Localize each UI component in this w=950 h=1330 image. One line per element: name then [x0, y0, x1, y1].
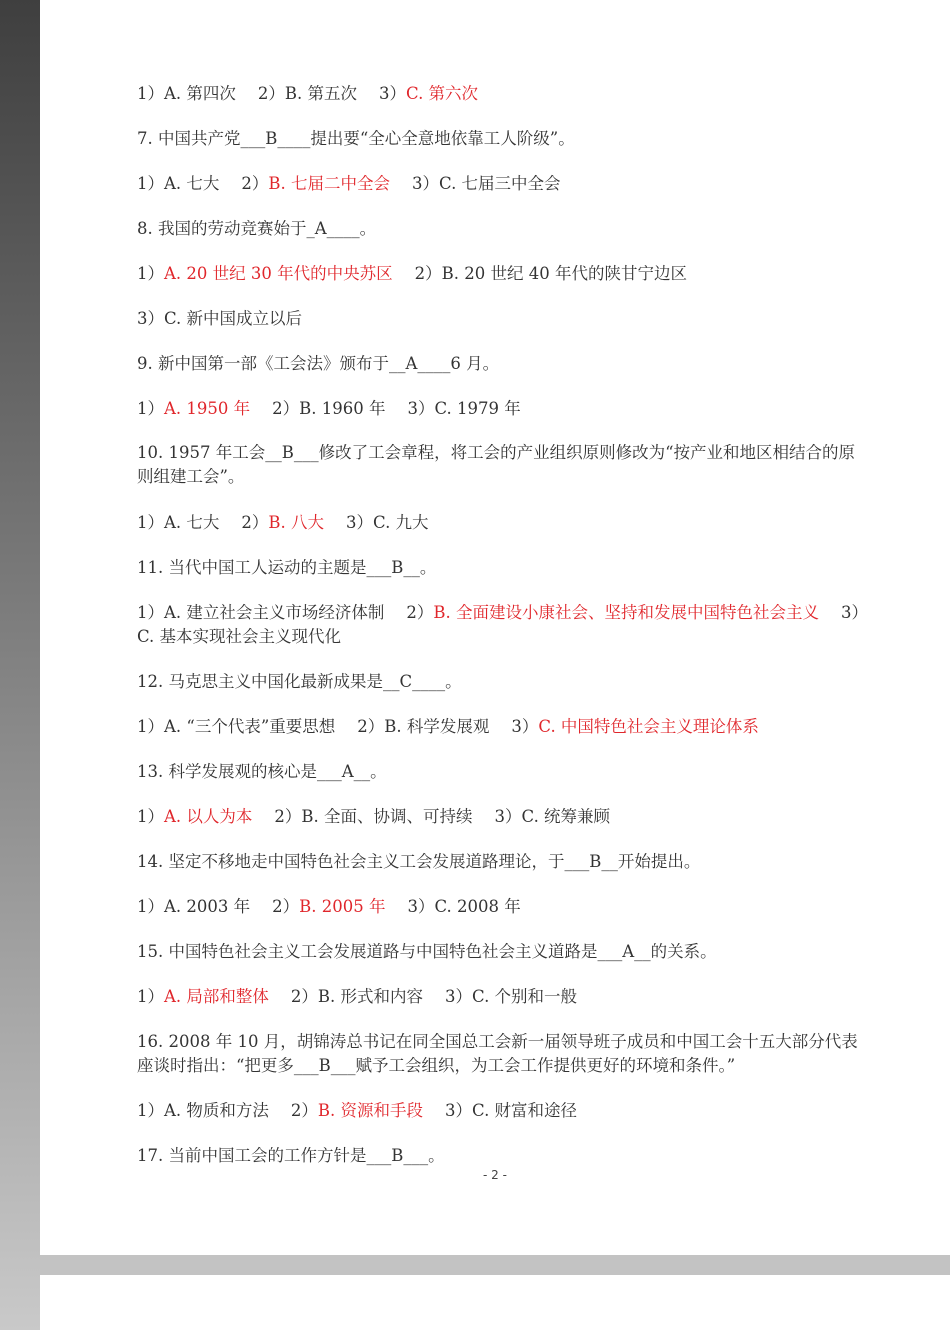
line-text: 1）A. 物质和方法	[137, 1101, 269, 1120]
line-text: 1）	[137, 807, 164, 826]
text-line	[137, 556, 867, 580]
line-text: 1）A. 2003 年	[137, 897, 251, 916]
line-text: 2）B. 科学发展观	[357, 717, 490, 736]
line-text: 2）B. 1960 年	[272, 399, 386, 418]
line-text: 2）B. 20 世纪 40 年代的陕甘宁边区	[414, 264, 687, 283]
text-line	[137, 1030, 867, 1078]
line-text: 3）	[379, 84, 407, 103]
text-line	[137, 82, 867, 106]
correct-answer: B. 全面建设小康社会、坚持和发展中国特色社会主义	[433, 603, 820, 622]
line-text: 14. 坚定不移地走中国特色社会主义工会发展道路理论，于___B__开始提出。	[137, 852, 701, 871]
correct-answer: B. 资源和手段	[317, 1101, 424, 1120]
correct-answer: A. 1950 年	[164, 399, 251, 418]
line-text: 1）A. 七大	[137, 174, 220, 193]
page-number: - 2 -	[483, 1168, 507, 1182]
text-line	[137, 805, 867, 829]
line-text: 3）	[511, 717, 539, 736]
line-text: 7. 中国共产党___B____提出要“全心全意地依靠工人阶级”。	[137, 129, 575, 148]
correct-answer: B. 八大	[268, 513, 325, 532]
line-text: 2）B. 第五次	[257, 84, 358, 103]
line-text: 15. 中国特色社会主义工会发展道路与中国特色社会主义道路是___A__的关系。	[137, 942, 717, 961]
line-text: 2）	[406, 603, 434, 622]
bottom-decorative-band	[40, 1255, 950, 1275]
line-text: 12. 马克思主义中国化最新成果是__C____。	[137, 672, 462, 691]
text-line	[137, 307, 867, 331]
line-text: 3）C. 2008 年	[407, 897, 521, 916]
line-text: 1）	[137, 399, 164, 418]
text-line	[137, 352, 867, 376]
line-text: 1）A. 七大	[137, 513, 220, 532]
text-line	[137, 127, 867, 151]
text-line	[137, 1099, 867, 1123]
line-text: 2）	[241, 513, 269, 532]
left-decorative-bar	[0, 0, 40, 1330]
text-line	[137, 217, 867, 241]
text-line	[137, 715, 867, 739]
line-text: 2）	[272, 897, 300, 916]
line-text: 8. 我国的劳动竞赛始于_A____。	[137, 219, 377, 238]
correct-answer: A. 20 世纪 30 年代的中央苏区	[164, 264, 393, 283]
line-text: 1）A. 第四次	[137, 84, 236, 103]
text-line	[137, 670, 867, 694]
text-line	[137, 441, 867, 489]
text-line	[137, 262, 867, 286]
line-text: 3）C. 统筹兼顾	[494, 807, 611, 826]
text-line	[137, 985, 867, 1009]
text-line	[137, 601, 867, 649]
line-text: 2）	[290, 1101, 318, 1120]
line-text: 3）C. 新中国成立以后	[137, 309, 303, 328]
line-text: 2）B. 形式和内容	[290, 987, 424, 1006]
line-text: 3）C. 基本实现社会主义现代化	[137, 603, 860, 646]
line-text: 3）C. 1979 年	[407, 399, 521, 418]
text-line	[137, 940, 867, 964]
line-text: 1）	[137, 987, 164, 1006]
line-text: 3）C. 七届三中全会	[412, 174, 561, 193]
line-text: 13. 科学发展观的核心是___A__。	[137, 762, 387, 781]
text-line	[137, 511, 867, 535]
text-line	[137, 1144, 867, 1168]
correct-answer: C. 中国特色社会主义理论体系	[538, 717, 759, 736]
text-line	[137, 895, 867, 919]
correct-answer: A. 局部和整体	[164, 987, 269, 1006]
correct-answer: A. 以人为本	[164, 807, 253, 826]
line-text: 16. 2008 年 10 月，胡锦涛总书记在同全国总工会新一届领导班子成员和中国工会十五大部分代表座谈时指出：“把更多___B___赋予工会组织，为工会工作提供更好的环境和条件。”	[137, 1032, 858, 1075]
text-line	[137, 760, 867, 784]
text-line	[137, 850, 867, 874]
line-text: 3）C. 个别和一般	[445, 987, 578, 1006]
text-line	[137, 397, 867, 421]
text-line	[137, 172, 867, 196]
line-text: 3）C. 财富和途径	[445, 1101, 578, 1120]
line-text: 1）A. 建立社会主义市场经济体制	[137, 603, 385, 622]
line-text: 9. 新中国第一部《工会法》颁布于__A____6 月。	[137, 354, 500, 373]
line-text: 17. 当前中国工会的工作方针是___B___。	[137, 1146, 445, 1165]
line-text: 2）	[241, 174, 269, 193]
line-text: 11. 当代中国工人运动的主题是___B__。	[137, 558, 437, 577]
line-text: 10. 1957 年工会__B___修改了工会章程，将工会的产业组织原则修改为“按产业和地区相结合的原则组建工会”。	[137, 443, 856, 486]
correct-answer: B. 2005 年	[299, 897, 386, 916]
line-text: 2）B. 全面、协调、可持续	[274, 807, 473, 826]
correct-answer: B. 七届二中全会	[268, 174, 391, 193]
line-text: 3）C. 九大	[346, 513, 429, 532]
line-text: 1）	[137, 264, 164, 283]
correct-answer: C. 第六次	[406, 84, 479, 103]
line-text: 1）A. “三个代表”重要思想	[137, 717, 336, 736]
document-page	[40, 0, 950, 1255]
